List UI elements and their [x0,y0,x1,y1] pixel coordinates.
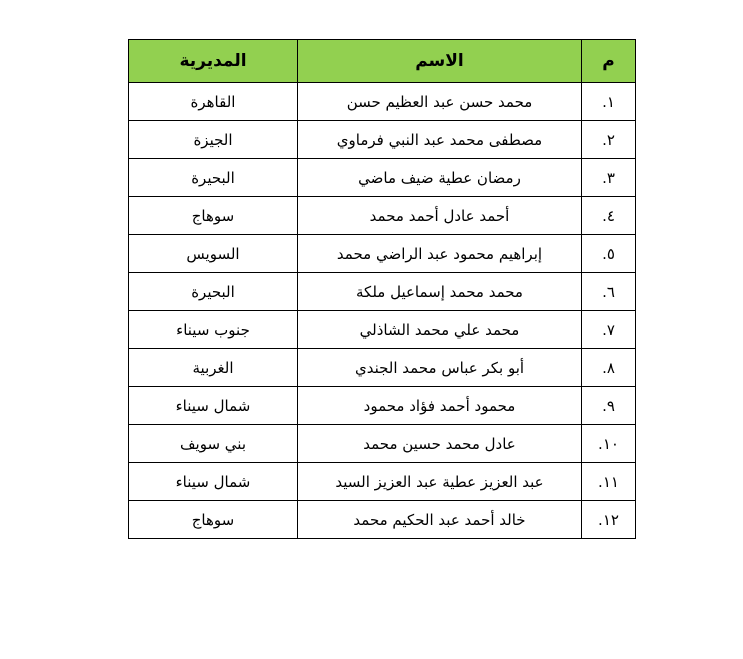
row-directorate: الغربية [129,349,298,387]
row-number: ١١. [582,463,636,501]
row-number: ٢. [582,121,636,159]
row-directorate: البحيرة [129,159,298,197]
row-name: محمد علي محمد الشاذلي [298,311,582,349]
table-row [129,159,636,197]
table-row [129,425,636,463]
row-name: محمد حسن عبد العظيم حسن [298,83,582,121]
table-row [129,349,636,387]
row-name: عبد العزيز عطية عبد العزيز السيد [298,463,582,501]
row-name: خالد أحمد عبد الحكيم محمد [298,501,582,539]
table-row [129,501,636,539]
row-number: ٩. [582,387,636,425]
table-row [129,83,636,121]
header-row [129,40,636,83]
row-name: عادل محمد حسين محمد [298,425,582,463]
row-number: ١٢. [582,501,636,539]
row-directorate: سوهاج [129,501,298,539]
row-directorate: شمال سيناء [129,387,298,425]
row-directorate: الجيزة [129,121,298,159]
row-name: رمضان عطية ضيف ماضي [298,159,582,197]
header-name: الاسم [298,40,582,83]
table-row [129,273,636,311]
row-name: إبراهيم محمود عبد الراضي محمد [298,235,582,273]
row-number: ٦. [582,273,636,311]
row-directorate: السويس [129,235,298,273]
table-header [129,40,636,83]
row-number: ٨. [582,349,636,387]
row-number: ٧. [582,311,636,349]
row-number: ٥. [582,235,636,273]
row-name: أبو بكر عباس محمد الجندي [298,349,582,387]
row-number: ١. [582,83,636,121]
header-number: م [582,40,636,83]
row-name: مصطفى محمد عبد النبي فرماوي [298,121,582,159]
row-directorate: البحيرة [129,273,298,311]
row-name: محمد محمد إسماعيل ملكة [298,273,582,311]
row-name: أحمد عادل أحمد محمد [298,197,582,235]
table-row [129,463,636,501]
header-directorate: المديرية [129,40,298,83]
table-row [129,121,636,159]
row-name: محمود أحمد فؤاد محمود [298,387,582,425]
row-number: ٤. [582,197,636,235]
table-row [129,387,636,425]
roster-table [128,39,636,539]
table-body [129,83,636,539]
row-directorate: القاهرة [129,83,298,121]
row-directorate: شمال سيناء [129,463,298,501]
table-row [129,311,636,349]
row-directorate: جنوب سيناء [129,311,298,349]
row-number: ١٠. [582,425,636,463]
table-row [129,235,636,273]
row-directorate: بني سويف [129,425,298,463]
table-row [129,197,636,235]
row-directorate: سوهاج [129,197,298,235]
row-number: ٣. [582,159,636,197]
